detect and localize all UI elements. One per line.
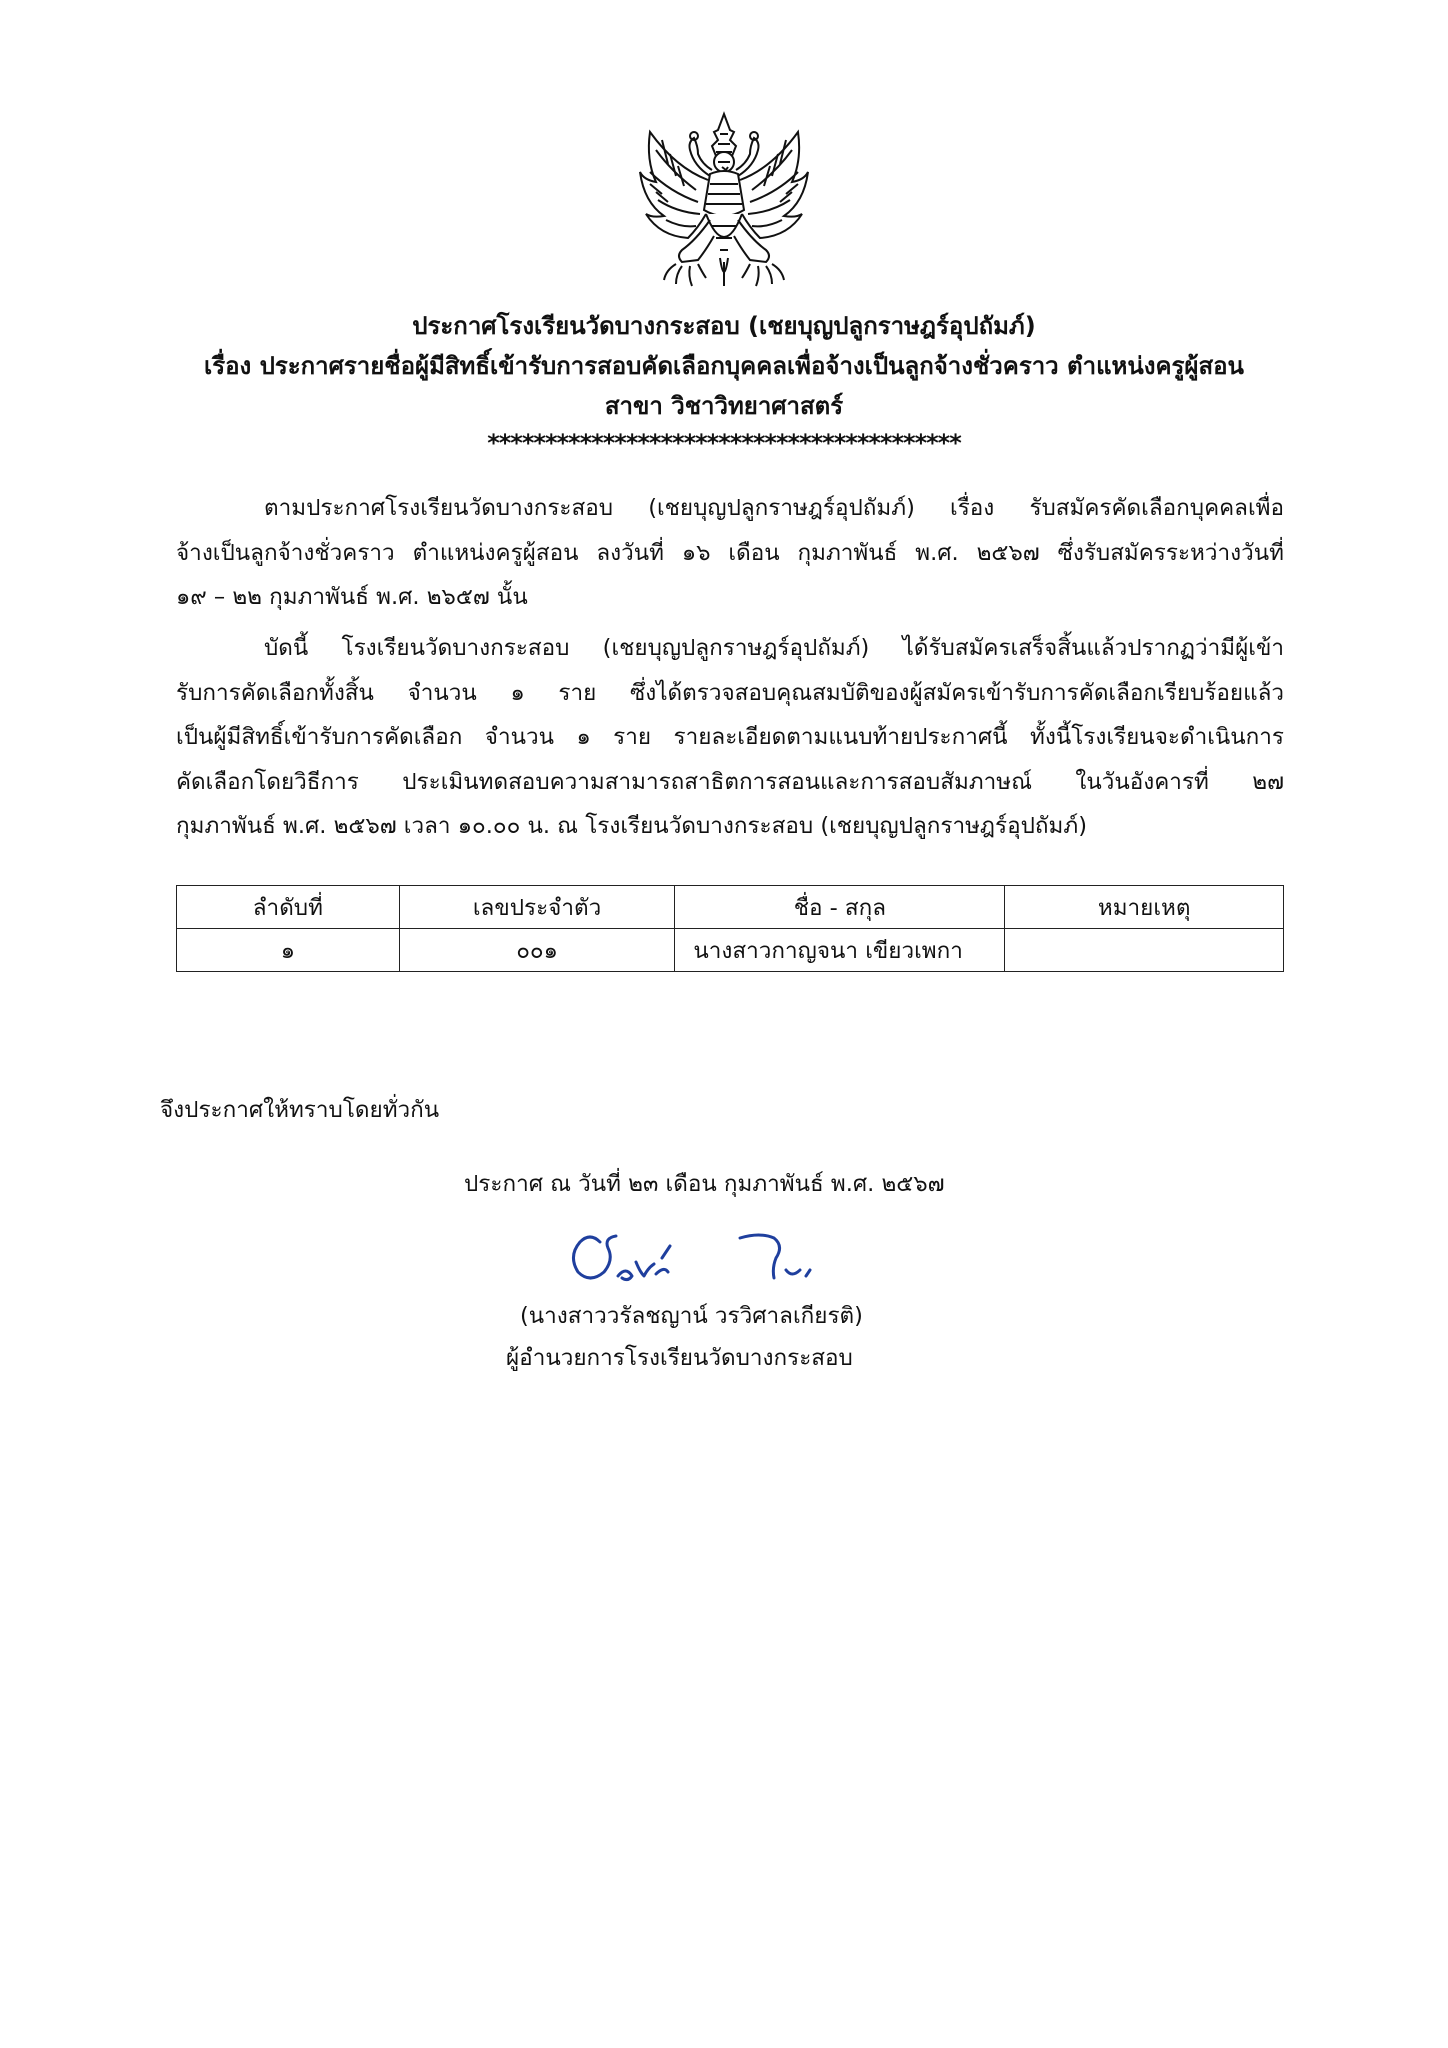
signer-position: ผู้อำนวยการโรงเรียนวัดบางกระสอบ [506, 1345, 853, 1371]
asterisk-divider: ***************************************** [487, 429, 961, 457]
table-row [177, 929, 1284, 972]
announcement-title: ประกาศโรงเรียนวัดบางกระสอบ (เชยบุญปลูกราษฎร์อุปถัมภ์) [412, 312, 1036, 340]
table-header-row [177, 886, 1284, 929]
handwritten-signature [560, 1212, 860, 1302]
paragraph-line: เป็นผู้มีสิทธิ์เข้ารับการคัดเลือก จำนวน ๑ ราย รายละเอียดตามแนบท้ายประกาศนี้ ทั้งนี้โรงเรียนจะดำเนินการ [176, 724, 1284, 750]
column-header-remark: หมายเหตุ [1005, 886, 1284, 929]
cell-order: ๑ [177, 929, 400, 972]
announcement-subject: เรื่อง ประกาศรายชื่อผู้มีสิทธิ์เข้ารับการสอบคัดเลือกบุคคลเพื่อจ้างเป็นลูกจ้างชั่วคราว ตำแหน่งครูผู้สอน [204, 352, 1244, 380]
closing-notice: จึงประกาศให้ทราบโดยทั่วกัน [160, 1097, 440, 1123]
paragraph-line: คัดเลือกโดยวิธีการ ประเมินทดสอบความสามารถสาธิตการสอนและการสอบสัมภาษณ์ ในวันอังคารที่ ๒๗ [176, 768, 1284, 795]
column-header-name: ชื่อ - สกุล [675, 886, 1005, 929]
cell-id: ๐๐๑ [399, 929, 675, 972]
paragraph-line: ตามประกาศโรงเรียนวัดบางกระสอบ (เชยบุญปลูกราษฎร์อุปถัมภ์) เรื่อง รับสมัครคัดเลือกบุคคลเพื่อ [264, 495, 1284, 521]
column-header-order: ลำดับที่ [177, 886, 400, 929]
signer-name: (นางสาววรัลชญาน์ วรวิศาลเกียรติ) [520, 1303, 863, 1329]
paragraph-line: ๑๙ – ๒๒ กุมภาพันธ์ พ.ศ. ๒๖๕๗ นั้น [176, 584, 528, 610]
announcement-subject-field: สาขา วิชาวิทยาศาสตร์ [604, 392, 844, 420]
candidate-table [176, 885, 1284, 972]
column-header-id: เลขประจำตัว [399, 886, 675, 929]
cell-remark [1005, 929, 1284, 972]
cell-name: นางสาวกาญจนา เขียวเพกา [675, 929, 1005, 972]
paragraph-line: รับการคัดเลือกทั้งสิ้น จำนวน ๑ ราย ซึ่งได้ตรวจสอบคุณสมบัติของผู้สมัครเข้ารับการคัดเลือกเรียบร้อยแล้ว [176, 679, 1284, 706]
paragraph-line: บัดนี้ โรงเรียนวัดบางกระสอบ (เชยบุญปลูกราษฎร์อุปถัมภ์) ได้รับสมัครเสร็จสิ้นแล้วปรากฏว่ามีผู้เข้า [264, 635, 1284, 661]
paragraph-details [176, 626, 1284, 849]
announcement-date: ประกาศ ณ วันที่ ๒๓ เดือน กุมภาพันธ์ พ.ศ. ๒๕๖๗ [464, 1171, 945, 1197]
paragraph-line: กุมภาพันธ์ พ.ศ. ๒๕๖๗ เวลา ๑๐.๐๐ น. ณ โรงเรียนวัดบางกระสอบ (เชยบุญปลูกราษฎร์อุปถัมภ์) [176, 813, 1087, 839]
paragraph-line: จ้างเป็นลูกจ้างชั่วคราว ตำแหน่งครูผู้สอน ลงวันที่ ๑๖ เดือน กุมภาพันธ์ พ.ศ. ๒๕๖๗ ซึ่งรับสมัครระหว่างวันที่ [176, 539, 1284, 566]
garuda-emblem-icon [636, 110, 812, 296]
paragraph-reference [176, 486, 1284, 620]
